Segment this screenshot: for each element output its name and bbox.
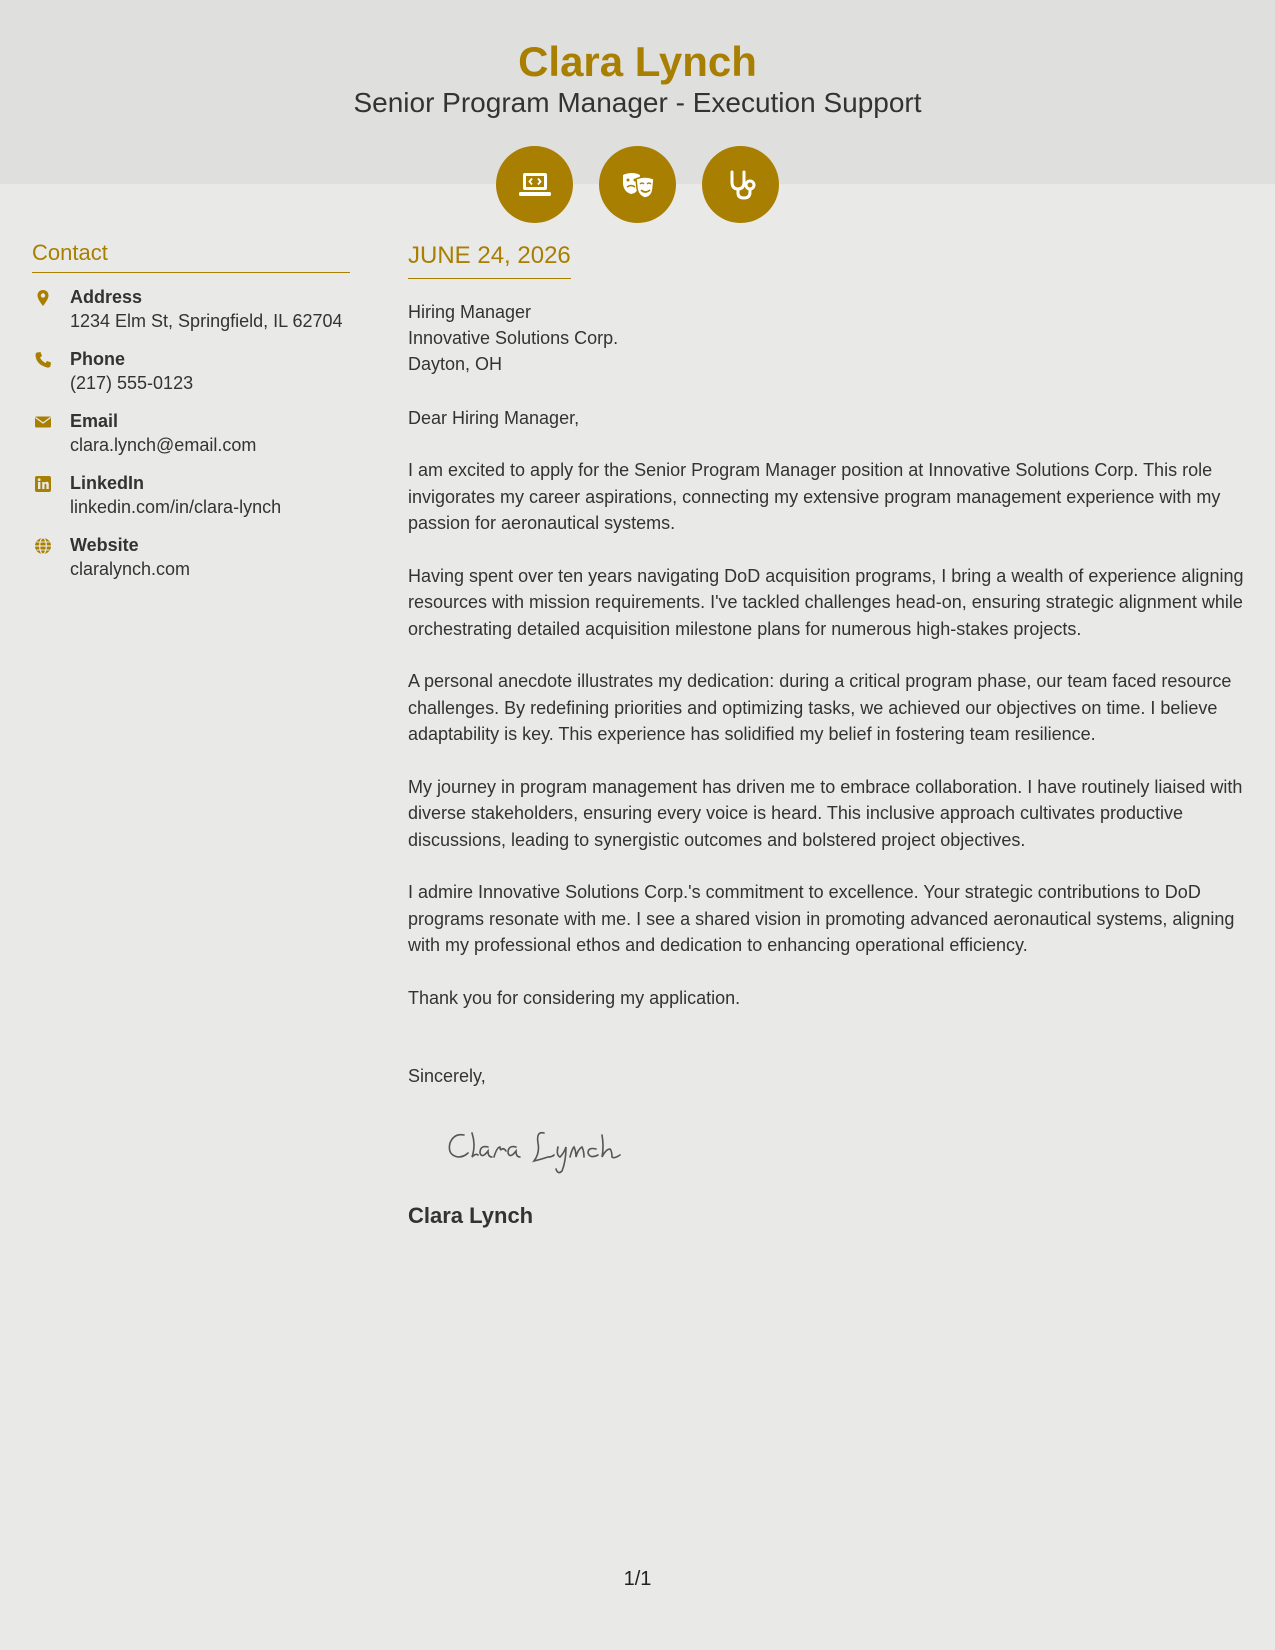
contact-heading: Contact (32, 238, 350, 273)
handwritten-signature (442, 1117, 1248, 1177)
contact-label: Address (70, 287, 143, 307)
globe-icon (32, 535, 54, 557)
letter-paragraph: I am excited to apply for the Senior Program Manager position at Innovative Solutions Corp. This role invigorates my career aspirations, connecting my extensive program management experience with my passion for aeronautical systems. (408, 460, 1221, 533)
salutation: Dear Hiring Manager, (408, 408, 580, 428)
recipient-line: Dayton, OH (408, 354, 503, 374)
contact-value: clara.lynch@email.com (70, 435, 257, 455)
contact-item-phone (32, 347, 350, 395)
contact-item-website (32, 533, 350, 581)
linkedin-icon (32, 473, 54, 495)
envelope-icon (32, 411, 54, 433)
contact-label: Phone (70, 349, 126, 369)
page-number: 1/1 (623, 1568, 652, 1590)
contact-value: linkedin.com/in/clara-lynch (70, 497, 282, 517)
recipient-line: Hiring Manager (408, 302, 532, 322)
phone-icon (32, 349, 54, 371)
contact-label: Email (70, 411, 119, 431)
letter-paragraph: A personal anecdote illustrates my dedication: during a critical program phase, our team faced resource challenges. By redefining priorities and optimizing tasks, we achieved our objectives on time. I believe adaptability is key. This experience has solidified my belief in fostering team resilience. (408, 671, 1232, 744)
letter-paragraph: My journey in program management has driven me to embrace collaboration. I have routinely liaised with diverse stakeholders, ensuring every voice is heard. This inclusive approach cultivates productive discussions, leading to synergistic outcomes and bolstered project objectives. (408, 776, 1243, 850)
contact-value: (217) 555-0123 (70, 373, 194, 393)
recipient-line: Innovative Solutions Corp. (408, 328, 619, 348)
contact-item-email (32, 409, 350, 457)
contact-sidebar (32, 238, 350, 595)
contact-item-linkedin (32, 471, 350, 519)
header-icon-row (496, 146, 779, 223)
recipient-block (408, 299, 1248, 377)
contact-value: 1234 Elm St, Springfield, IL 62704 (70, 311, 343, 331)
candidate-name: Clara Lynch (518, 38, 757, 85)
closing: Sincerely, (408, 1066, 486, 1086)
job-title: Senior Program Manager - Execution Support (353, 87, 922, 118)
letter-body (408, 238, 1248, 1231)
contact-item-address (32, 285, 350, 333)
laptop-code-icon (496, 146, 573, 223)
letter-date: JUNE 24, 2026 (408, 238, 571, 279)
letter-paragraph: Having spent over ten years navigating DoD acquisition programs, I bring a wealth of experience aligning resources with mission requirements. I've tackled challenges head-on, ensuring strategic alignment while orchestrating detailed acquisition milestone plans for numerous high-stakes projects. (408, 565, 1244, 639)
letter-paragraph: Thank you for considering my application. (408, 987, 741, 1008)
contact-label: LinkedIn (70, 473, 145, 493)
map-pin-icon (32, 287, 54, 309)
stethoscope-icon (702, 146, 779, 223)
contact-label: Website (70, 535, 139, 555)
letter-paragraph: I admire Innovative Solutions Corp.'s commitment to excellence. Your strategic contributions to DoD programs resonate with me. I see a shared vision in promoting advanced aeronautical systems, aligning with my professional ethos and dedication to enhancing operational efficiency. (408, 882, 1235, 955)
signed-name: Clara Lynch (408, 1203, 534, 1228)
contact-value: claralynch.com (70, 559, 191, 579)
theater-masks-icon (599, 146, 676, 223)
